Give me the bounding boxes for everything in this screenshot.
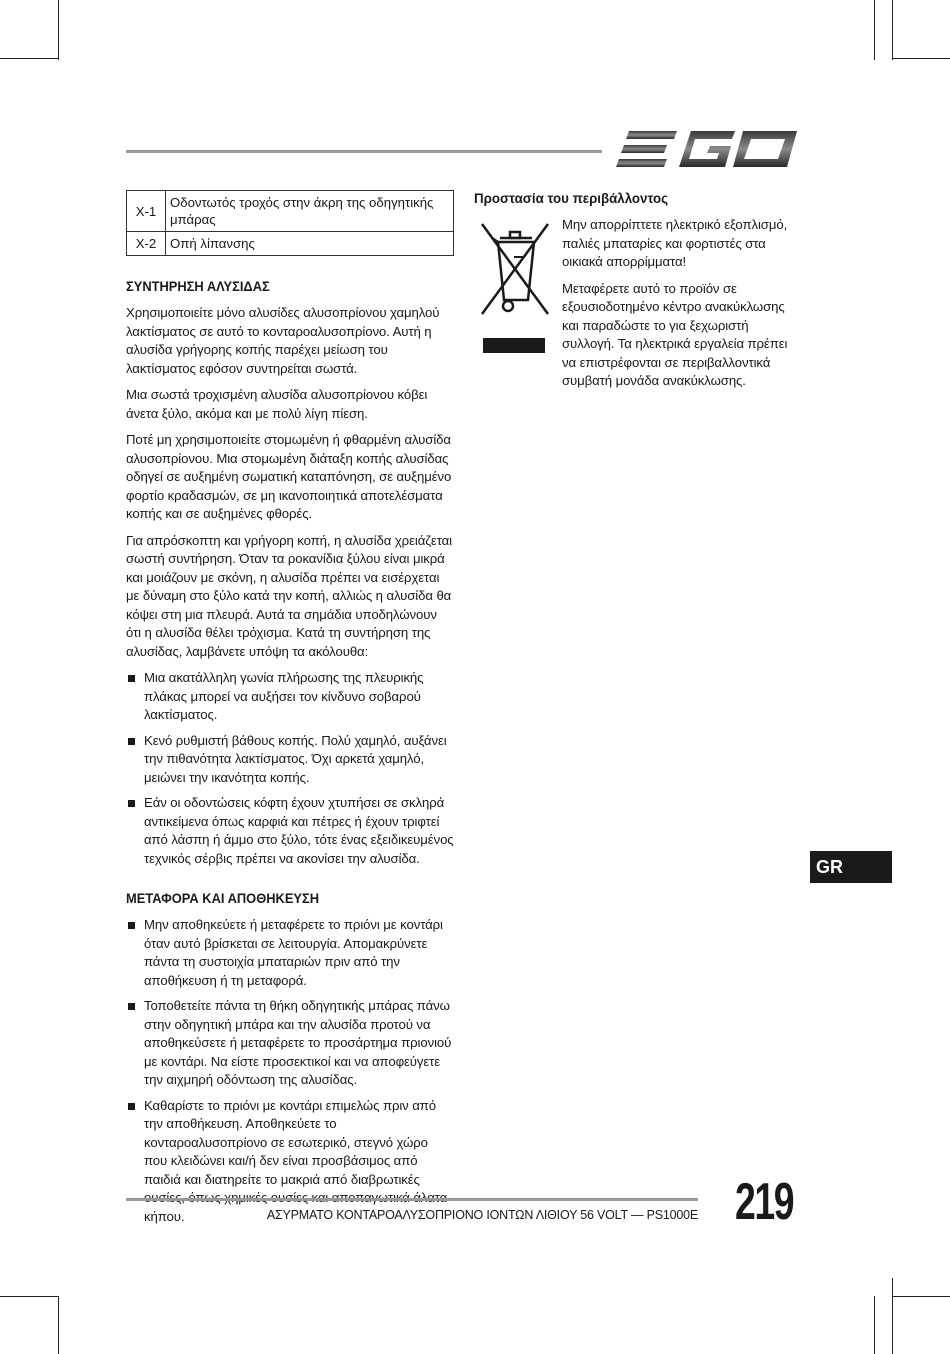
list-item [126, 997, 454, 1090]
left-column [126, 190, 454, 1233]
separate-collection-bar [483, 338, 545, 353]
crop-mark [874, 1296, 875, 1354]
list-item-text: Τοποθετείτε πάντα τη θήκη οδηγητικής μπάρας πάνω στην οδηγητική μπάρα και την αλυσίδα προτού να αποθηκεύσετε ή μεταφέρετε το προσάρτημα πριονιού με κοντάρι. Να είστε προσεκτικοί και να αποφεύγετε την αιχμηρή οδόντωση της αλυσίδας. [144, 998, 452, 1087]
part-code: X-1 [127, 191, 166, 232]
list-item [126, 1097, 454, 1227]
crop-mark [892, 58, 950, 59]
environment-section [474, 216, 804, 391]
section-heading-transport-storage: ΜΕΤΑΦΟΡΑ ΚΑΙ ΑΠΟΘΗΚΕΥΣΗ [126, 890, 320, 906]
bullet-square-icon [128, 675, 135, 682]
table-row [127, 191, 454, 232]
crop-mark [874, 0, 875, 60]
part-label: Οπή λίπανσης [166, 232, 454, 256]
bullet-square-icon [128, 738, 135, 745]
right-column [474, 190, 804, 399]
list-item-text: Καθαρίστε το πριόνι με κοντάρι επιμελώς πριν από την αποθήκευση. Αποθηκεύετε το κονταροαλυσοπρίονο σε εσωτερικό, στεγνό χώρο που κλειδώνει και/ή δεν είναι προσβάσιμος από παιδιά και διατηρείτε το μακριά από διαβρωτικές κήπου. [144, 1097, 436, 1224]
paragraph: Μην απορρίπτετε ηλεκτρικό εξοπλισμό, παλιές μπαταρίες και φορτιστές στα οικιακά απορρίμματα! [562, 217, 788, 269]
crop-mark [892, 0, 893, 60]
list-item-text: Κενό ρυθμιστή βάθους κοπής. Πολύ χαμηλό, αυξάνει την πιθανότητα λακτίσματος. Όχι αρκετά χαμηλό, μειώνει την ικανότητα κοπής. [144, 732, 447, 785]
crossed-out-wheelie-bin-icon [474, 216, 554, 331]
section-heading-chain-maintenance: ΣΥΝΤΗΡΗΣΗ ΑΛΥΣΙΔΑΣ [126, 278, 270, 294]
bullet-list [126, 916, 454, 1226]
bullet-square-icon [128, 1003, 135, 1010]
table-row [127, 232, 454, 256]
page-number: 219 [735, 1173, 794, 1231]
crop-mark [0, 58, 58, 59]
paragraph: Χρησιμοποιείτε μόνο αλυσίδες αλυσοπρίονου χαμηλού λακτίσματος σε αυτό το κονταροαλυσοπρίονο. Αυτή η αλυσίδα γρήγορης κοπής παρέχει μείωση του λακτίσματος εφόσον συντηρείται σωστά. [126, 305, 440, 376]
header-rule [126, 150, 602, 153]
list-item-text: Μια ακατάλληλη γωνία πλήρωσης της πλευρικής πλάκας μπορεί να αυξήσει τον κίνδυνο σοβαρού λακτίσματος. [144, 670, 424, 722]
crop-mark [892, 1278, 893, 1354]
list-item [126, 732, 454, 788]
environment-text [562, 216, 804, 391]
paragraph: Για απρόσκοπτη και γρήγορη κοπή, η αλυσίδα χρειάζεται σωστή συντήρηση. Όταν τα ροκανίδια ξύλου είναι μικρά και μοιάζουν με σκόνη, η αλυσίδα πρέπει να εισέρχεται με δύναμη στο ξύλο κατά την κοπή, αλλιώς η αλυσίδα θα κόψει στη μια πλευρά. Αυτά τα σημάδια υποδηλώνουν ότι η αλυσίδα θέλει τρόχισμα. Κατά τη συντήρηση της αλυσίδας, λαμβάνετε υπόψη τα ακόλουθα: [126, 532, 452, 659]
paragraph: Μεταφέρετε αυτό το προϊόν σε εξουσιοδοτημένο κέντρο ανακύκλωσης και παραδώστε το για ξεχωριστή συλλογή. Τα ηλεκτρικά εργαλεία πρέπει να επιστρέφονται σε περιβαλλοντικά συμβατή μονάδα ανακύκλωσης. [562, 280, 788, 388]
bullet-square-icon [128, 800, 135, 807]
list-item-text: Μην αποθηκεύετε ή μεταφέρετε το πριόνι με κοντάρι όταν αυτό βρίσκεται σε λειτουργία. Απομακρύνετε πάντα τη συστοιχία μπαταριών πριν από την αποθήκευση ή τη μεταφορά. [144, 917, 443, 988]
footer-title: ΑΣΥΡΜΑΤΟ ΚΟΝΤΑΡΟΑΛΥΣΟΠΡΙΟΝΟ ΙΟΝΤΩΝ ΛΙΘΙΟΥ 56 VOLT — PS1000E [266, 1208, 698, 1222]
bullet-square-icon [128, 1103, 135, 1110]
crop-mark [58, 1296, 59, 1354]
paragraph: Ποτέ μη χρησιμοποιείτε στομωμένη ή φθαρμένη αλυσίδα αλυσοπρίονου. Μια στομωμένη διάταξη κοπής αλυσίδας οδηγεί σε αυξημένη σωματική καταπόνηση, σε αυξημένο φορτίο κραδασμών, σε μη ικανοποιητικά αποτελέσματα κοπής και σε αυξημένες φθορές. [126, 432, 452, 521]
footer-rule [126, 1198, 698, 1201]
crop-mark [892, 1296, 950, 1297]
list-item [126, 916, 454, 990]
paragraph: Μια σωστά τροχισμένη αλυσίδα αλυσοπρίονου κόβει άνετα ξύλο, ακόμα και με πολύ λίγη πίεση. [126, 387, 428, 421]
bullet-list [126, 669, 454, 868]
parts-table [126, 190, 454, 256]
part-label: Οδοντωτός τροχός στην άκρη της οδηγητικής μπάρας [166, 191, 454, 232]
list-item [126, 794, 454, 868]
crop-mark [58, 0, 59, 60]
bullet-square-icon [128, 922, 135, 929]
list-item-text: Εάν οι οδοντώσεις κόφτη έχουν χτυπήσει σε σκληρά αντικείμενα όπως καρφιά και πέτρες ή έχουν τριφτεί από λάσπη ή άμμο στο ξύλο, τότε ένας εξειδικευμένος τεχνικός σέρβις πρέπει να ακονίσει την αλυσίδα. [144, 795, 454, 866]
crop-mark [0, 1296, 58, 1297]
part-code: X-2 [127, 232, 166, 256]
list-item [126, 669, 454, 725]
language-tab: GR [810, 851, 892, 883]
section-heading-environment: Προστασία του περιβάλλοντος [474, 190, 669, 206]
ego-logo [615, 127, 801, 176]
